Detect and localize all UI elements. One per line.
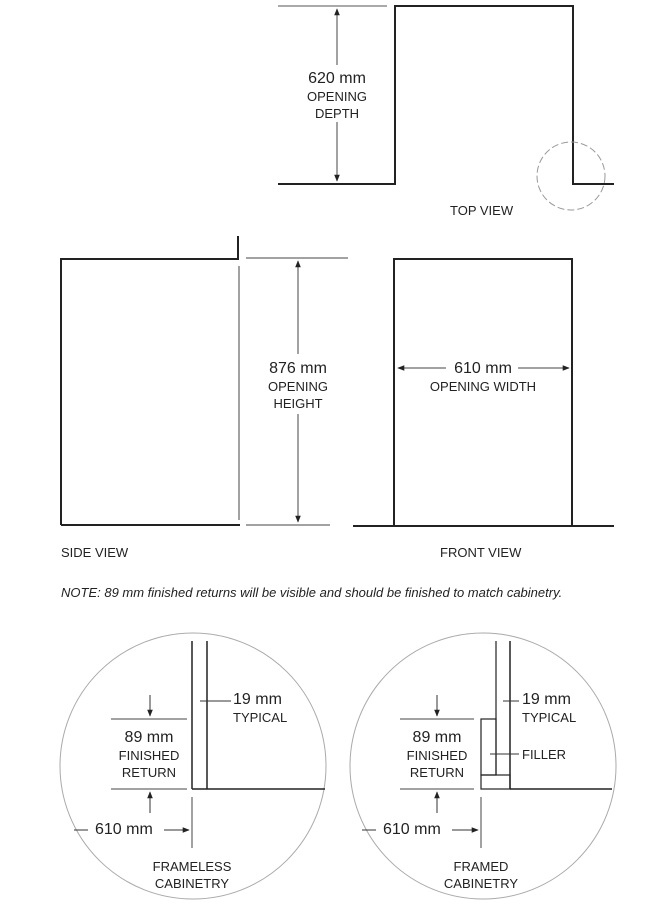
- frameless-thickness-dimension: [233, 691, 287, 726]
- opening-width-value: 610 mm: [454, 360, 512, 377]
- opening-depth-dimension: [296, 70, 378, 122]
- framed-return-value: 89 mm: [412, 729, 462, 746]
- opening-width-dimension: [413, 360, 553, 395]
- opening-depth-label-1: OPENING: [307, 89, 367, 104]
- framed-return-label-1: FINISHED: [406, 748, 468, 763]
- framed-thickness-dimension: [522, 691, 576, 726]
- side-view-caption: SIDE VIEW: [61, 545, 129, 560]
- frameless-width-dimension: [95, 821, 153, 839]
- opening-height-value: 876 mm: [269, 360, 327, 377]
- framed-width-dimension: [383, 821, 441, 839]
- frameless-width-value: 610 mm: [95, 821, 153, 838]
- framed-thickness-value: 19 mm: [522, 691, 571, 708]
- opening-depth-value: 620 mm: [308, 70, 366, 87]
- framed-return-label-2: RETURN: [409, 765, 465, 780]
- frameless-return-label-2: RETURN: [121, 765, 177, 780]
- framed-caption: [431, 858, 531, 892]
- top-view-caption: TOP VIEW: [450, 203, 514, 218]
- opening-height-label-2: HEIGHT: [273, 396, 323, 411]
- frameless-thickness-value: 19 mm: [233, 691, 282, 708]
- frameless-caption-line-2: CABINETRY: [154, 876, 230, 891]
- opening-height-dimension: [257, 360, 339, 412]
- opening-width-label: OPENING WIDTH: [429, 379, 537, 394]
- opening-depth-label-2: DEPTH: [314, 106, 360, 121]
- framed-width-value: 610 mm: [383, 821, 441, 838]
- opening-height-label-1: OPENING: [268, 379, 328, 394]
- front-view-caption: FRONT VIEW: [440, 545, 522, 560]
- framed-thickness-label: TYPICAL: [522, 710, 577, 725]
- filler-label: FILLER: [522, 747, 567, 762]
- framed-caption-line-1: FRAMED: [453, 859, 509, 874]
- frameless-thickness-label: TYPICAL: [233, 710, 288, 725]
- framed-caption-line-2: CABINETRY: [443, 876, 519, 891]
- frameless-return-dimension: [108, 729, 190, 781]
- frameless-return-label-1: FINISHED: [118, 748, 180, 763]
- frameless-return-value: 89 mm: [124, 729, 174, 746]
- frameless-caption: [142, 858, 242, 892]
- finish-note: NOTE: 89 mm finished returns will be visible and should be finished to match cabinetry.: [61, 585, 563, 600]
- frameless-caption-line-1: FRAMELESS: [152, 859, 232, 874]
- framed-return-dimension: [396, 729, 478, 781]
